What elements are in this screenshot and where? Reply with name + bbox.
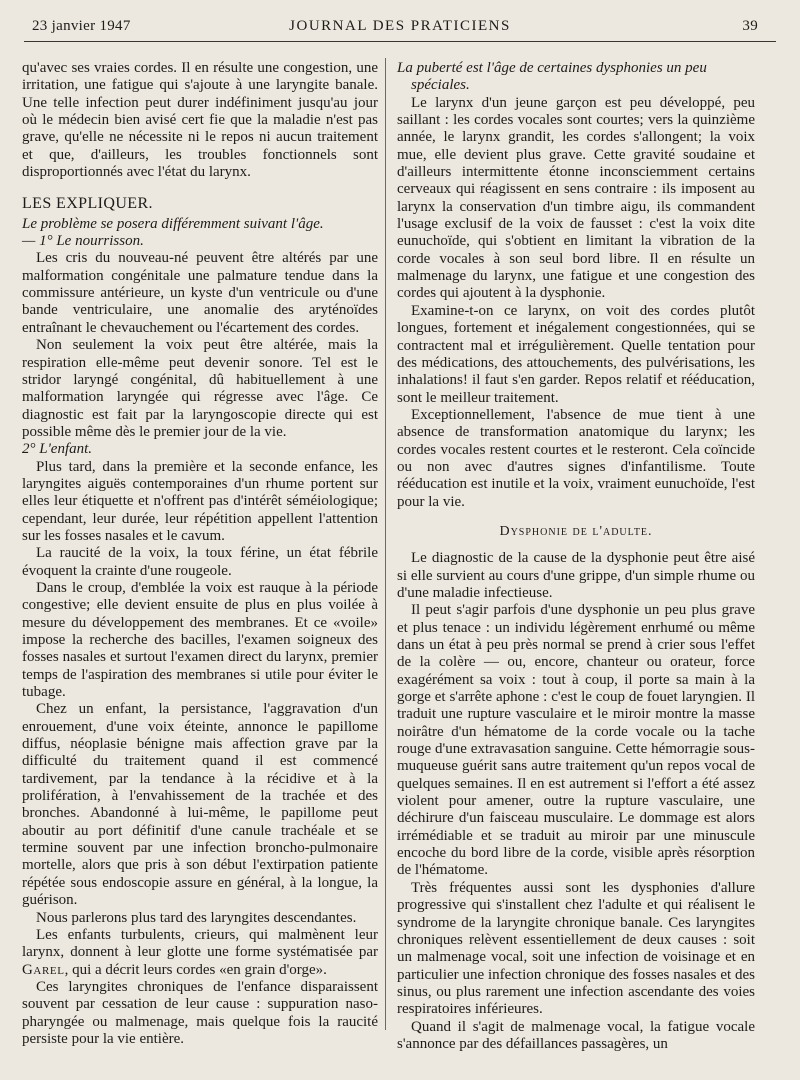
text-run: La puberté est l'âge de certaines dysphonies un peu bbox=[397, 60, 707, 76]
header-rule bbox=[24, 41, 776, 42]
paragraph: Dans le croup, d'emblée la voix est rauque à la période congestive; elle devient ensuite de plus en plus voilée à mesure du développement des membranes. Et ce «voile» impose la recherche des bacilles, l'examen soigneux des fosses nasales et surtout l'examen direct du larynx, premier temps de l'aspiration des membranes si utile pour éviter le tubage. bbox=[22, 579, 378, 701]
puberte-heading bbox=[397, 60, 755, 95]
paragraph: Ces laryngites chroniques de l'enfance disparaissent souvent par cessation de leur cause : suppuration naso-pharyngée ou malmenage, mais quelque fois la raucité persiste pour la vie entière. bbox=[22, 978, 378, 1047]
paragraph bbox=[22, 927, 378, 979]
paragraph: La raucité de la voix, la toux férine, un état fébrile évoquent la crainte d'une rougeole. bbox=[22, 545, 378, 579]
header-date: 23 janvier 1947 bbox=[32, 18, 131, 34]
section-heading: LES EXPLIQUER. bbox=[22, 195, 153, 213]
paragraph: Nous parlerons plus tard des laryngites descendantes. bbox=[36, 909, 357, 926]
subheading-enfant: 2° L'enfant. bbox=[22, 441, 93, 458]
paragraph: Chez un enfant, la persistance, l'aggravation d'un enrouement, d'une voix éteinte, annonce le papillome diffus, néoplasie bénigne mais affection grave par la difficulté du traitement quand il est commencé tardivement, par la tendance à la récidive et à la prolifération, à l'envahissement de la trachée et des bronches. Abandonné à lui-même, le papillome peut aboutir au port définitif d'une canule trachéale et se termine souvent par une infection broncho-pulmonaire mortelle, alors que pris à son début l'extirpation patiente répétée sous endoscopie assure en général, à la longue, la guérison. bbox=[22, 701, 378, 909]
paragraph: Plus tard, dans la première et la seconde enfance, les laryngites aiguës contemporaines d'un rhume portent sur elles leur étiquette et n'offrent pas d'intérêt séméiologique; cependant, leur durée, leur répétition appellent l'attention sur les fosses nasales et le cavum. bbox=[22, 458, 378, 544]
text-run: , qui a décrit leurs cordes «en grain d'orge». bbox=[64, 961, 327, 978]
paragraph: Quand il s'agit de malmenage vocal, la fatigue vocale s'annonce par des défaillances passagères, un bbox=[397, 1018, 755, 1052]
text-run: spéciales. bbox=[411, 77, 470, 94]
paragraph: Non seulement la voix peut être altérée, mais la respiration elle-même peut devenir sonore. Tel est le stridor laryngé congénital, dû habituellement à une malformation laryngée qui régresse avec l'âge. Ce diagnostic est fait par la laryngoscopie directe qui est possible même dès le premier jour de la vie. bbox=[22, 337, 378, 440]
paragraph: Il peut s'agir parfois d'une dysphonie un peu plus grave et plus tenace : un individu légèrement enrhumé ou même dans un état à peu près normal se prend à crier sous l'effet de la colère — ou, encore, chanteur ou orateur, force exagérément sa voix : tout à coup, il porte sa main à la gorge et s'arrête aphone : c'est le coup de fouet laryngien. Il traduit une rupture vasculaire et le miroir montre la masse noirâtre d'un hématome de la corde vocale ou la tache rouge d'une extravasation sanguine. Cette hémorragie sous-muqueuse guérit sans autre traitement qu'un repos vocal de quelques semaines. Il en est autrement si l'effort a été assez violent pour amener, outre la rupture vasculaire, une déchirure d'un faisceau musculaire. Le dommage est alors irrémédiable et se traduit au miroir par une minuscule encoche du bord libre de la corde, visible après résorption de l'hématome. bbox=[397, 602, 755, 879]
paragraph: Le larynx d'un jeune garçon est peu développé, peu saillant : les cordes vocales sont courtes; vers la quinzième année, le larynx grandit, les cordes s'allongent; la voix mue, elle devient plus grave. Cette gravité soudaine et d'ailleurs intermittente étonne inconsciemment certains cerveaux qui réagissent en sens contraire : ils imposent au larynx la conservation d'un timbre aigu, ils commandent l'usage exclusif de la voix de fausset : c'est la voix dite eunuchoïde, qui s'obtient en limitant la vibration de la corde vocales à son seul bord libre. Il en résulte un malmenage du larynx, une fatigue et une congestion des cordes qui ajoutent à la dysphonie. bbox=[397, 94, 755, 302]
paragraph: Le diagnostic de la cause de la dysphonie peut être aisé si elle survient au cours d'une grippe, d'un simple rhume ou d'une maladie infectieuse. bbox=[397, 550, 755, 601]
left-column bbox=[22, 60, 378, 1048]
intro-line: Le problème se posera différemment suivant l'âge. bbox=[22, 215, 324, 232]
paragraph: Exceptionnellement, l'absence de mue tient à une absence de transformation anatomique du larynx; les cordes vocales restent courtes et le resteront. Cela coïncide ou non avec d'autres signes d'infantilisme. Toute rééducation est inutile et la voix, vraiment eunuchoïde, l'est pour la vie. bbox=[397, 406, 755, 510]
page-header bbox=[30, 18, 770, 42]
section-heading-adulte: Dysphonie de l'adulte. bbox=[499, 523, 653, 539]
paragraph: Examine-t-on ce larynx, on voit des cordes plutôt longues, fortement et inégalement congestionnées, qui se contractent mal et irrégulièrement. Quelle tentation pour des médications, des attouchements, des pulvérisations, les inhalations! il faut s'en garder. Repos relatif et rééducation, sont le meilleur traitement. bbox=[397, 302, 755, 406]
journal-title: JOURNAL DES PRATICIENS bbox=[289, 18, 511, 34]
paragraph: qu'avec ses vraies cordes. Il en résulte une congestion, une irritation, une fatigue qui s'ajoute à une laryngite banale. Une telle infection peut durer indéfiniment jusqu'au jour où le médecin bien avisé cert fie que la maladie n'est pas grave, qu'elle ne nécessite ni le repos ni aucun traitement et que, d'ailleurs, les troubles fonctionnels sont disproportionnés avec l'état du larynx. bbox=[22, 60, 378, 181]
right-column bbox=[397, 60, 755, 1053]
subheading-nourrisson: — 1° Le nourrisson. bbox=[22, 233, 144, 250]
paragraph: Très fréquentes aussi sont les dysphonies d'allure progressive qui s'installent chez l'adulte et qui réalisent le syndrome de la laryngite chronique banale. Ces laryngites chroniques relèvent essentiellement de deux causes : soit un malmenage vocal, soit une infection de voisinage et en particulier une infection chronique des fosses nasales et des sinus, ou plus rarement une infection ascendante des voies respiratoires inférieures. bbox=[397, 879, 755, 1018]
page-number: 39 bbox=[742, 18, 758, 34]
column-divider bbox=[385, 58, 386, 1030]
text-run: Les enfants turbulents, crieurs, qui malmènent leur larynx, donnent à leur glotte une forme systématisée par bbox=[22, 926, 378, 961]
author-name: Garel bbox=[22, 961, 65, 978]
paragraph: Les cris du nouveau-né peuvent être altérés par une malformation congénitale une palmature tendue dans la commissure antérieure, un kyste d'un ventricule ou d'une bande ventriculaire, une anomalie des aryténoïdes entraînant le chevauchement ou l'écartement des cordes. bbox=[22, 250, 378, 336]
